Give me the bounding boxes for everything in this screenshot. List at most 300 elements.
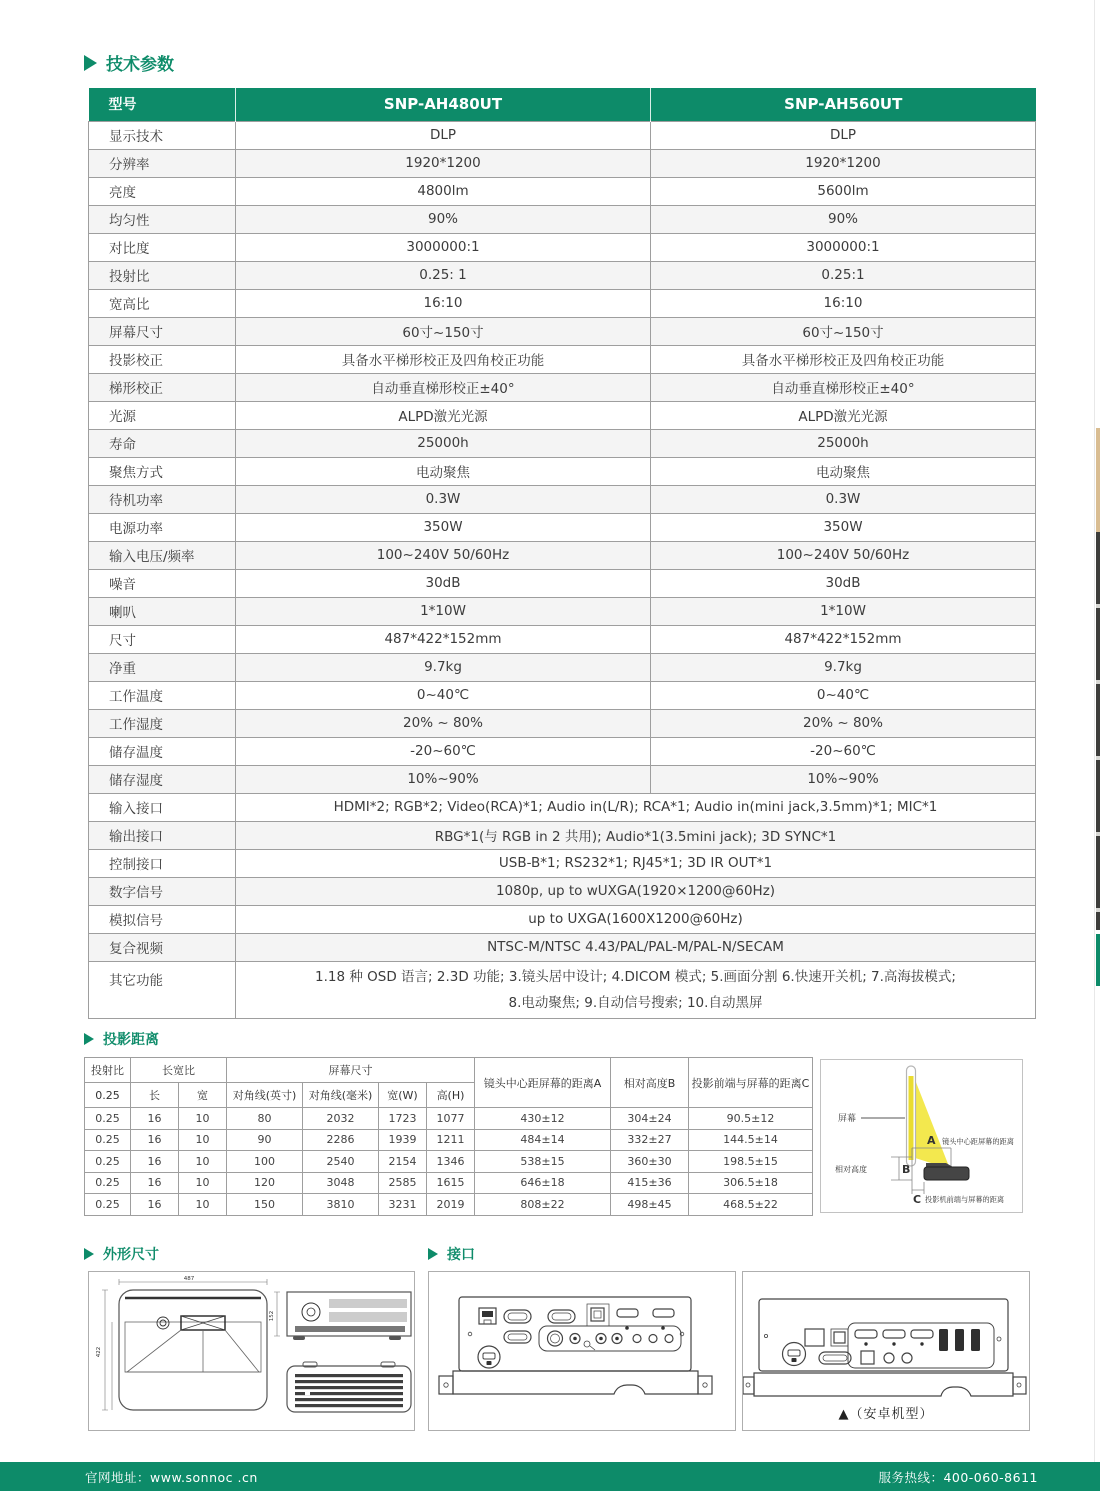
distance-subheader-w: 宽(W) (379, 1083, 427, 1108)
spec-row-label: 储存湿度 (89, 765, 236, 793)
distance-cell: 1211 (427, 1129, 475, 1151)
spec-row (89, 373, 1036, 401)
spec-row-label: 投影校正 (89, 345, 236, 373)
spec-header-model-label: 型号 (89, 88, 236, 121)
footer-hotline: 服务热线：400-060-8611 (878, 1469, 1038, 1485)
spec-row-label: 模拟信号 (89, 905, 236, 933)
screw-hole-icon (764, 1334, 767, 1337)
section-arrow-icon (84, 55, 97, 71)
distance-table-body (85, 1108, 813, 1216)
distance-cell: 16 (131, 1151, 179, 1173)
spec-row-label: 电源功率 (89, 513, 236, 541)
spec-row-label: 输入电压/频率 (89, 541, 236, 569)
section-title-text: 投影距离 (103, 1032, 159, 1048)
distance-cell: 100 (227, 1151, 303, 1173)
usb-a-port-icon (971, 1329, 980, 1351)
spec-row-label: 尺寸 (89, 625, 236, 653)
section-title-text: 外形尺寸 (103, 1247, 159, 1263)
spec-row (89, 709, 1036, 737)
spec-row-value: ALPD激光光源 (236, 401, 651, 429)
spec-row-value: 90% (236, 205, 651, 233)
distance-cell: 1723 (379, 1108, 427, 1130)
spec-row-features (89, 961, 1036, 1018)
distance-cell: 0.25 (85, 1108, 131, 1130)
dimensions-diagram (88, 1271, 415, 1431)
front-vent-slats (295, 1374, 403, 1407)
spec-row-label: 储存温度 (89, 737, 236, 765)
light-beam-shape (912, 1072, 950, 1169)
spec-row-label: 均匀性 (89, 205, 236, 233)
spec-row-value: 3000000:1 (651, 233, 1036, 261)
io-panel-android (742, 1271, 1030, 1431)
projector-shape (924, 1167, 969, 1180)
spec-row-label: 待机功率 (89, 485, 236, 513)
hdmi-screw-dot (661, 1326, 665, 1330)
usb-b-port-icon (834, 1332, 845, 1343)
distance-cell: 3048 (303, 1172, 379, 1194)
spec-row-value: 1920*1200 (236, 149, 651, 177)
spec-row-value: 4800lm (236, 177, 651, 205)
distance-header-a: 镜头中心距屏幕的距离A (475, 1058, 611, 1108)
distance-row (85, 1129, 813, 1151)
distance-cell: 144.5±14 (689, 1129, 813, 1151)
hdmi-port-icon (855, 1330, 877, 1338)
screw-hole-icon (468, 1332, 472, 1336)
screw-hole-icon (746, 1383, 750, 1387)
distance-cell: 90.5±12 (689, 1108, 813, 1130)
mounting-bar (754, 1373, 1013, 1396)
mini-jack-icon (584, 1341, 590, 1347)
spec-row-label: 分辨率 (89, 149, 236, 177)
spec-row-merged (89, 877, 1036, 905)
spec-row (89, 401, 1036, 429)
section-arrow-icon (428, 1248, 438, 1260)
distance-cell: 16 (131, 1129, 179, 1151)
spec-row-value: 9.7kg (651, 653, 1036, 681)
rs232-inner (823, 1355, 847, 1361)
spec-row (89, 317, 1036, 345)
spec-row-value: 自动垂直梯形校正±40° (651, 373, 1036, 401)
din-port-icon (548, 1331, 563, 1346)
spec-row (89, 597, 1036, 625)
spec-row-label: 工作温度 (89, 681, 236, 709)
distance-row (85, 1151, 813, 1173)
distance-cell: 10 (179, 1172, 227, 1194)
spec-row-merged (89, 905, 1036, 933)
spec-row-value: 3000000:1 (236, 233, 651, 261)
spec-row-label: 宽高比 (89, 289, 236, 317)
spec-row-value: 1*10W (651, 597, 1036, 625)
spec-row-label: 梯形校正 (89, 373, 236, 401)
audio-jack-icon (649, 1335, 657, 1343)
spec-row-value: 100~240V 50/60Hz (651, 541, 1036, 569)
section-arrow-icon (84, 1033, 94, 1045)
spec-row (89, 653, 1036, 681)
spec-row-value: 30dB (236, 569, 651, 597)
screw-hole-icon (444, 1383, 448, 1387)
usb-b-inner (594, 1311, 601, 1318)
distance-cell: 2032 (303, 1108, 379, 1130)
spec-row (89, 205, 1036, 233)
spec-row-label: 聚焦方式 (89, 457, 236, 485)
spec-row-label: 数字信号 (89, 877, 236, 905)
distance-cell: 484±14 (475, 1129, 611, 1151)
distance-cell: 2019 (427, 1194, 475, 1216)
lens-knob-outer (157, 1317, 169, 1329)
spec-row-value: 90% (651, 205, 1036, 233)
av-sub-panel (539, 1326, 681, 1351)
section-title-specs (84, 50, 174, 75)
depth-dim-label: 152 (269, 1310, 275, 1322)
side-texture-1 (329, 1299, 407, 1308)
spec-row-label: 其它功能 (89, 961, 236, 1018)
hdmi-port-icon (653, 1309, 674, 1317)
spec-row-value: ALPD激光光源 (651, 401, 1036, 429)
spec-row-value: 0.25:1 (651, 261, 1036, 289)
rj45-port-icon (805, 1329, 824, 1346)
distance-cell: 332±27 (611, 1129, 689, 1151)
distance-cell: 10 (179, 1151, 227, 1173)
beam-trapezoid-lines (125, 1330, 261, 1372)
spec-row-value: 100~240V 50/60Hz (236, 541, 651, 569)
spec-row-value: 0~40℃ (236, 681, 651, 709)
spec-row-label: 光源 (89, 401, 236, 429)
rca-port-icon (884, 1353, 894, 1363)
spec-row-value: DLP (651, 121, 1036, 149)
spec-row-value: 60寸~150寸 (236, 317, 651, 345)
spec-row-value: 0.3W (236, 485, 651, 513)
spec-row-value: 具备水平梯形校正及四角校正功能 (236, 345, 651, 373)
dimensions-svg (89, 1272, 414, 1430)
footer-bar (0, 1462, 1100, 1491)
spec-row-label: 喇叭 (89, 597, 236, 625)
mounting-bracket (1013, 1377, 1026, 1394)
distance-cell: 2585 (379, 1172, 427, 1194)
spec-row-value: 5600lm (651, 177, 1036, 205)
spec-table (88, 88, 1036, 1019)
spec-row-value: DLP (236, 121, 651, 149)
distance-cell: 808±22 (475, 1194, 611, 1216)
vga-inner (508, 1313, 527, 1320)
usb-b-port-icon (591, 1308, 604, 1321)
projector-top-view (119, 1290, 267, 1410)
section-title-dimensions (84, 1244, 159, 1264)
distance-header-b: 相对高度B (611, 1058, 689, 1108)
spec-row-value: 20% ~ 80% (236, 709, 651, 737)
spec-row-label: 寿命 (89, 429, 236, 457)
spec-row (89, 737, 1036, 765)
spec-row-value (236, 961, 1036, 1018)
label-c: C (913, 1193, 922, 1206)
spec-header-model-a: SNP-AH480UT (236, 88, 651, 121)
distance-cell: 306.5±18 (689, 1172, 813, 1194)
lock-slot (788, 1350, 800, 1356)
side-foot-right (389, 1336, 401, 1340)
usb-a-port-icon (955, 1329, 964, 1351)
mounting-bracket (743, 1377, 754, 1394)
audio-jack-icon (633, 1335, 641, 1343)
distance-cell: 360±30 (611, 1151, 689, 1173)
distance-cell: 3810 (303, 1194, 379, 1216)
height-dim-line (102, 1290, 112, 1410)
io-panel-standard-svg (429, 1272, 735, 1430)
spec-row-label: 工作湿度 (89, 709, 236, 737)
spec-row-value: HDMI*2; RGB*2; Video(RCA)*1; Audio in(L/R); RCA*1; Audio in(mini jack,3.5mm)*1; MIC*1 (236, 793, 1036, 821)
spec-row-label: 复合视频 (89, 933, 236, 961)
spec-row (89, 765, 1036, 793)
distance-header-throw: 投射比 (85, 1058, 131, 1083)
page-edge-line (1094, 0, 1095, 1491)
kensington-lock-icon (783, 1343, 806, 1366)
distance-cell: 1346 (427, 1151, 475, 1173)
distance-cell: 0.25 (85, 1151, 131, 1173)
spec-row-value: 350W (236, 513, 651, 541)
spec-row (89, 289, 1036, 317)
distance-subheader-length: 长 (131, 1083, 179, 1108)
spec-row-value: 0.25: 1 (236, 261, 651, 289)
spec-row-value: 60寸~150寸 (651, 317, 1036, 345)
rs232-port-icon (819, 1352, 851, 1364)
spec-row-label: 显示技术 (89, 121, 236, 149)
side-dial-inner (307, 1308, 315, 1316)
distance-cell: 0.25 (85, 1129, 131, 1151)
front-led-dot (305, 1392, 310, 1395)
section-arrow-icon (84, 1248, 94, 1260)
hdmi-port-icon (883, 1330, 905, 1338)
spec-row-label: 输入接口 (89, 793, 236, 821)
spec-row (89, 569, 1036, 597)
projection-geometry-diagram (820, 1059, 1023, 1213)
spec-row-label: 对比度 (89, 233, 236, 261)
distance-cell: 415±36 (611, 1172, 689, 1194)
distance-cell: 1615 (427, 1172, 475, 1194)
section-title-distance (84, 1029, 159, 1049)
footer-website: 官网地址：www.sonnoc .cn (85, 1469, 258, 1485)
spec-row-value: 1080p, up to wUXGA(1920×1200@60Hz) (236, 877, 1036, 905)
distance-cell: 10 (179, 1194, 227, 1216)
projector-top-shape (926, 1163, 953, 1167)
features-line-1: 1.18 种 OSD 语言; 2.3D 功能; 3.镜头居中设计; 4.DICOM 模式; 5.画面分割 6.快速开关机; 7.高海拔模式; (315, 968, 956, 985)
spec-row-value: -20~60℃ (651, 737, 1036, 765)
label-a-text: 镜头中心距屏幕的距离 (942, 1137, 1014, 1146)
spec-row (89, 513, 1036, 541)
distance-cell: 150 (227, 1194, 303, 1216)
usb-b-frame (587, 1304, 609, 1326)
usb-a-port-icon (939, 1329, 948, 1351)
projection-geometry-svg (821, 1060, 1022, 1212)
page-edge-artifact (1096, 532, 1100, 930)
rca-port-icon (902, 1353, 912, 1363)
distance-cell: 10 (179, 1108, 227, 1130)
spec-row-value: 10%~90% (651, 765, 1036, 793)
distance-row (85, 1108, 813, 1130)
side-vent-strip (295, 1326, 405, 1332)
distance-cell: 120 (227, 1172, 303, 1194)
screw-hole-icon (1017, 1383, 1021, 1387)
spec-row-value: 0~40℃ (651, 681, 1036, 709)
page-edge-artifact (1096, 428, 1100, 532)
distance-cell: 16 (131, 1108, 179, 1130)
lock-glyph (487, 1361, 492, 1365)
distance-subheader-width: 宽 (179, 1083, 227, 1108)
distance-cell: 2154 (379, 1151, 427, 1173)
spec-row (89, 625, 1036, 653)
spec-row-label: 噪音 (89, 569, 236, 597)
rca-center-dot (573, 1337, 577, 1341)
android-model-caption: ▲（安卓机型） (838, 1407, 934, 1422)
distance-subheader-diag-in: 对角线(英寸) (227, 1083, 303, 1108)
spec-row-label: 亮度 (89, 177, 236, 205)
distance-cell: 2286 (303, 1129, 379, 1151)
mini-jack-tail (590, 1346, 595, 1350)
screw-hole-icon (703, 1383, 707, 1387)
hdmi-port-icon (617, 1309, 638, 1317)
distance-header-row-1 (85, 1058, 813, 1083)
distance-cell: 538±15 (475, 1151, 611, 1173)
spec-row-value: up to UXGA(1600X1200@60Hz) (236, 905, 1036, 933)
spec-row-value: 电动聚焦 (651, 457, 1036, 485)
hdmi-port-icon (911, 1330, 933, 1338)
distance-cell: 0.25 (85, 1194, 131, 1216)
lens-cross (181, 1316, 225, 1330)
section-title-text: 技术参数 (106, 55, 174, 75)
distance-header-aspect: 长宽比 (131, 1058, 227, 1083)
spec-row-label: 控制接口 (89, 849, 236, 877)
spec-row (89, 541, 1036, 569)
mounting-bracket (439, 1376, 453, 1394)
distance-cell: 16 (131, 1172, 179, 1194)
spec-row-value: 9.7kg (236, 653, 651, 681)
spec-row-value: 487*422*152mm (236, 625, 651, 653)
spec-row (89, 485, 1036, 513)
spec-row-label: 净重 (89, 653, 236, 681)
spec-row (89, 149, 1036, 177)
spec-row-value: 350W (651, 513, 1036, 541)
distance-cell: 498±45 (611, 1194, 689, 1216)
side-texture-2 (329, 1312, 407, 1322)
spec-row-value: 16:10 (651, 289, 1036, 317)
audio-jack-icon (665, 1335, 673, 1343)
rj45-pins (482, 1311, 493, 1317)
distance-cell: 1939 (379, 1129, 427, 1151)
hdmi-screw-dot (625, 1326, 629, 1330)
spec-row-label: 输出接口 (89, 821, 236, 849)
spec-row-value: USB-B*1; RS232*1; RJ45*1; 3D IR OUT*1 (236, 849, 1036, 877)
distance-cell: 80 (227, 1108, 303, 1130)
mounting-bar (453, 1371, 698, 1394)
lock-slot (483, 1353, 495, 1359)
spec-row-value: 1*10W (236, 597, 651, 625)
spec-row-value: 487*422*152mm (651, 625, 1036, 653)
hdmi-screw-dot (892, 1342, 895, 1345)
spec-row-value: -20~60℃ (236, 737, 651, 765)
spec-row-value: 1920*1200 (651, 149, 1036, 177)
din-inner (551, 1334, 560, 1343)
spec-row-value: 自动垂直梯形校正±40° (236, 373, 651, 401)
distance-header-c: 投影前端与屏幕的距离C (689, 1058, 813, 1108)
spec-row (89, 121, 1036, 149)
spec-header-model-b: SNP-AH560UT (651, 88, 1036, 121)
distance-cell: 90 (227, 1129, 303, 1151)
spec-row-value: 30dB (651, 569, 1036, 597)
page-edge-artifact (1096, 934, 1100, 986)
distance-cell: 646±18 (475, 1172, 611, 1194)
distance-subheader-throw: 0.25 (85, 1083, 131, 1108)
distance-cell: 0.25 (85, 1172, 131, 1194)
spec-row-label: 屏幕尺寸 (89, 317, 236, 345)
rca-center-dot (615, 1337, 619, 1341)
spec-row-value: 20% ~ 80% (651, 709, 1036, 737)
distance-row (85, 1194, 813, 1216)
rca-center-dot (599, 1337, 603, 1341)
usb-b-port-icon (861, 1351, 874, 1364)
spec-header-row (89, 88, 1036, 121)
screen-fill (909, 1076, 914, 1160)
distance-header-screen: 屏幕尺寸 (227, 1058, 475, 1083)
spec-row (89, 261, 1036, 289)
spec-row-label: 投射比 (89, 261, 236, 289)
spec-row-value: 0.3W (651, 485, 1036, 513)
spec-row (89, 457, 1036, 485)
label-c-text: 投影机前端与屏幕的距离 (925, 1195, 1005, 1204)
lens-knob-inner (160, 1320, 166, 1326)
spec-row-merged (89, 793, 1036, 821)
distance-cell: 198.5±15 (689, 1151, 813, 1173)
label-a: A (927, 1134, 936, 1147)
spec-row (89, 345, 1036, 373)
rs232-inner (508, 1334, 527, 1340)
screw-hole-icon (997, 1337, 1001, 1341)
distance-cell: 10 (179, 1129, 227, 1151)
distance-cell: 2540 (303, 1151, 379, 1173)
distance-cell: 430±12 (475, 1108, 611, 1130)
spec-row-value: RBG*1(与 RGB in 2 共用); Audio*1(3.5mini jack); 3D SYNC*1 (236, 821, 1036, 849)
spec-row-value: 16:10 (236, 289, 651, 317)
spec-table-body (89, 121, 1036, 1018)
distance-cell: 16 (131, 1194, 179, 1216)
section-title-text: 接口 (447, 1247, 475, 1263)
spec-row (89, 177, 1036, 205)
spec-row-merged (89, 849, 1036, 877)
hdmi-screw-dot (920, 1342, 923, 1345)
spec-row-value: 10%~90% (236, 765, 651, 793)
spec-row-value: NTSC-M/NTSC 4.43/PAL/PAL-M/PAL-N/SECAM (236, 933, 1036, 961)
spec-row-value: 25000h (651, 429, 1036, 457)
spec-row (89, 429, 1036, 457)
projection-distance-table (84, 1057, 813, 1216)
label-b: B (902, 1163, 911, 1176)
spec-row-value: 25000h (236, 429, 651, 457)
mounting-bracket (698, 1376, 712, 1394)
spec-row-value: 具备水平梯形校正及四角校正功能 (651, 345, 1036, 373)
section-title-interfaces (428, 1244, 475, 1264)
height-dim-label: 422 (96, 1346, 102, 1358)
spec-row (89, 681, 1036, 709)
distance-cell: 1077 (427, 1108, 475, 1130)
spec-row-merged (89, 821, 1036, 849)
features-line-2: 8.电动聚焦; 9.自动信号搜索; 10.自动黑屏 (508, 994, 763, 1011)
hdmi-screw-dot (864, 1342, 867, 1345)
side-foot-left (293, 1336, 305, 1340)
side-dial-outer (302, 1303, 320, 1321)
distance-subheader-diag-mm: 对角线(毫米) (303, 1083, 379, 1108)
lock-glyph (792, 1358, 797, 1362)
distance-row (85, 1172, 813, 1194)
vga-inner (552, 1313, 571, 1320)
distance-cell: 468.5±22 (689, 1194, 813, 1216)
label-b-text: 相对高度 (835, 1165, 867, 1174)
width-dim-label: 487 (183, 1276, 195, 1282)
